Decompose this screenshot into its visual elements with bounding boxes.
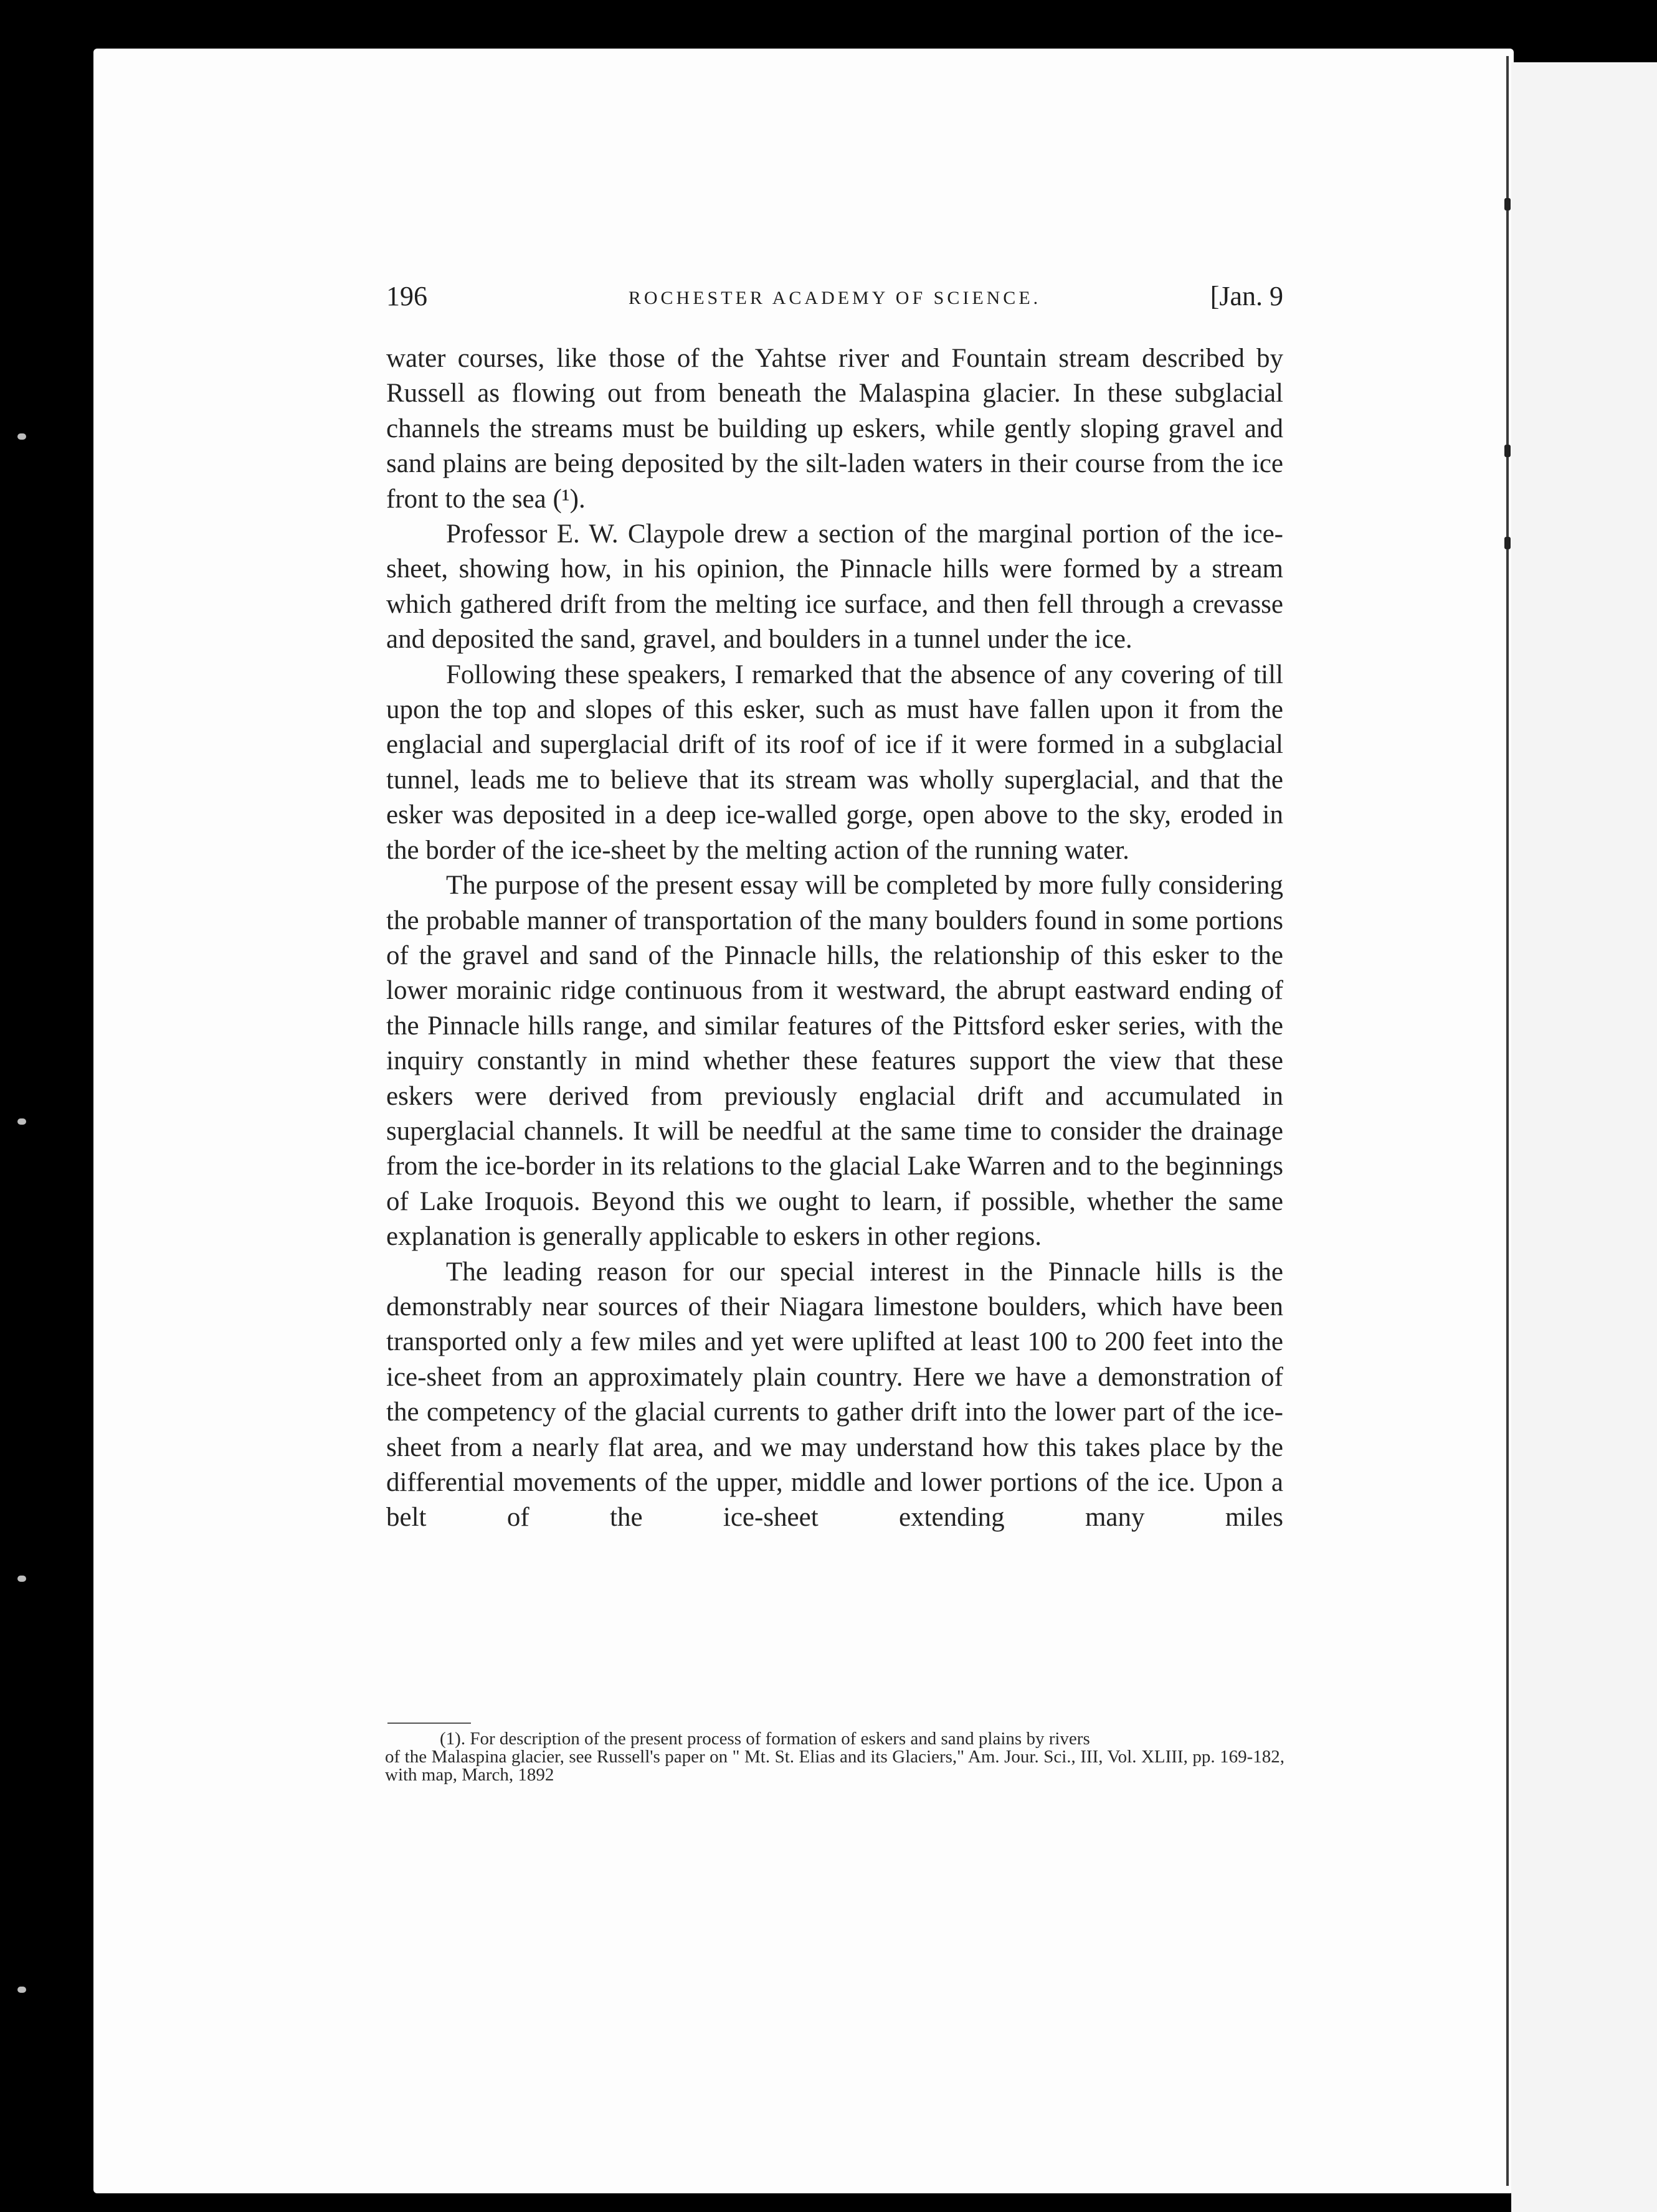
paragraph: The leading reason for our special interest in the Pinnacle hills is the demonstrably near sources of their Niagara limestone boulders, which have been transported only a few miles and yet were uplifted at least 100 to 200 feet into the ice-sheet from an approximately plain country. Here we have a demonstration of the competency of the glacial currents to gather drift into the lower part of the ice-sheet from a nearly flat area, and we may understand how this takes place by the differential movements of the upper, middle and lower portions of the ice. Upon a belt of the ice-sheet extending many miles: [386, 1257, 1283, 1533]
adjacent-page-edge: [1511, 62, 1657, 2212]
scan-speck: [17, 1118, 26, 1125]
scan-speck: [17, 433, 26, 440]
paragraph: water courses, like those of the Yahtse river and Fountain stream described by Russell as flowing out from beneath the Malaspina glacier. In these subglacial channels the streams must be building up eskers, while gently sloping gravel and sand plains are being deposited by the silt-laden waters in their course from the ice front to the sea (¹).: [386, 344, 1283, 514]
header-date: [Jan. 9: [1210, 281, 1283, 311]
binding-mark: [1504, 198, 1511, 210]
paragraph: The purpose of the present essay will be completed by more fully considering the probable manner of transportation of the many boulders found in some portions of the gravel and sand of the Pinnacle hills, the relationship of this esker to the lower morainic ridge continuous from it westward, the abrupt eastward ending of the Pinnacle hills range, and similar features of the Pittsford esker series, with the inquiry constantly in mind whether these features support the view that these eskers were derived from previously englacial drift and accumulated in superglacial channels. It will be needful at the same time to consider the drainage from the ice-border in its relations to the glacial Lake Warren and to the beginnings of Lake Iroquois. Beyond this we ought to learn, if possible, whether the same explanation is generally applicable to eskers in other regions.: [386, 871, 1283, 1252]
footnote: [385, 1730, 1284, 1784]
running-head: ROCHESTER ACADEMY OF SCIENCE.: [628, 288, 1042, 308]
scan-speck: [17, 1576, 26, 1582]
footnote-line: (1). For description of the present process of formation of eskers and sand plains by rivers: [440, 1729, 1090, 1749]
binding-mark: [1504, 445, 1511, 457]
page-number: 196: [386, 281, 427, 311]
body-text: [386, 341, 1283, 1536]
binding-mark: [1504, 537, 1511, 549]
page-header: [386, 280, 1283, 318]
footnote-line: of the Malaspina glacier, see Russell's paper on " Mt. St. Elias and its Glaciers," Am. Jour. Sci., III, Vol. XLIII, pp. 169-182, with map, March, 1892: [385, 1747, 1284, 1785]
footnote-rule: [387, 1723, 471, 1724]
paragraph: Following these speakers, I remarked that the absence of any covering of till upon the top and slopes of this esker, such as must have fallen upon it from the englacial and superglacial drift of its roof of ice if it were formed in a subglacial tunnel, leads me to believe that its stream was wholly superglacial, and that the esker was deposited in a deep ice-walled gorge, open above to the sky, eroded in the border of the ice-sheet by the melting action of the running water.: [386, 659, 1283, 865]
page-spine: [1506, 56, 1509, 2186]
scan-speck: [17, 1987, 26, 1993]
paragraph: Professor E. W. Claypole drew a section of the marginal portion of the ice-sheet, showing how, in his opinion, the Pinnacle hills were formed by a stream which gathered drift from the melting ice surface, and then fell through a crevasse and deposited the sand, gravel, and boulders in a tunnel under the ice.: [386, 519, 1283, 655]
